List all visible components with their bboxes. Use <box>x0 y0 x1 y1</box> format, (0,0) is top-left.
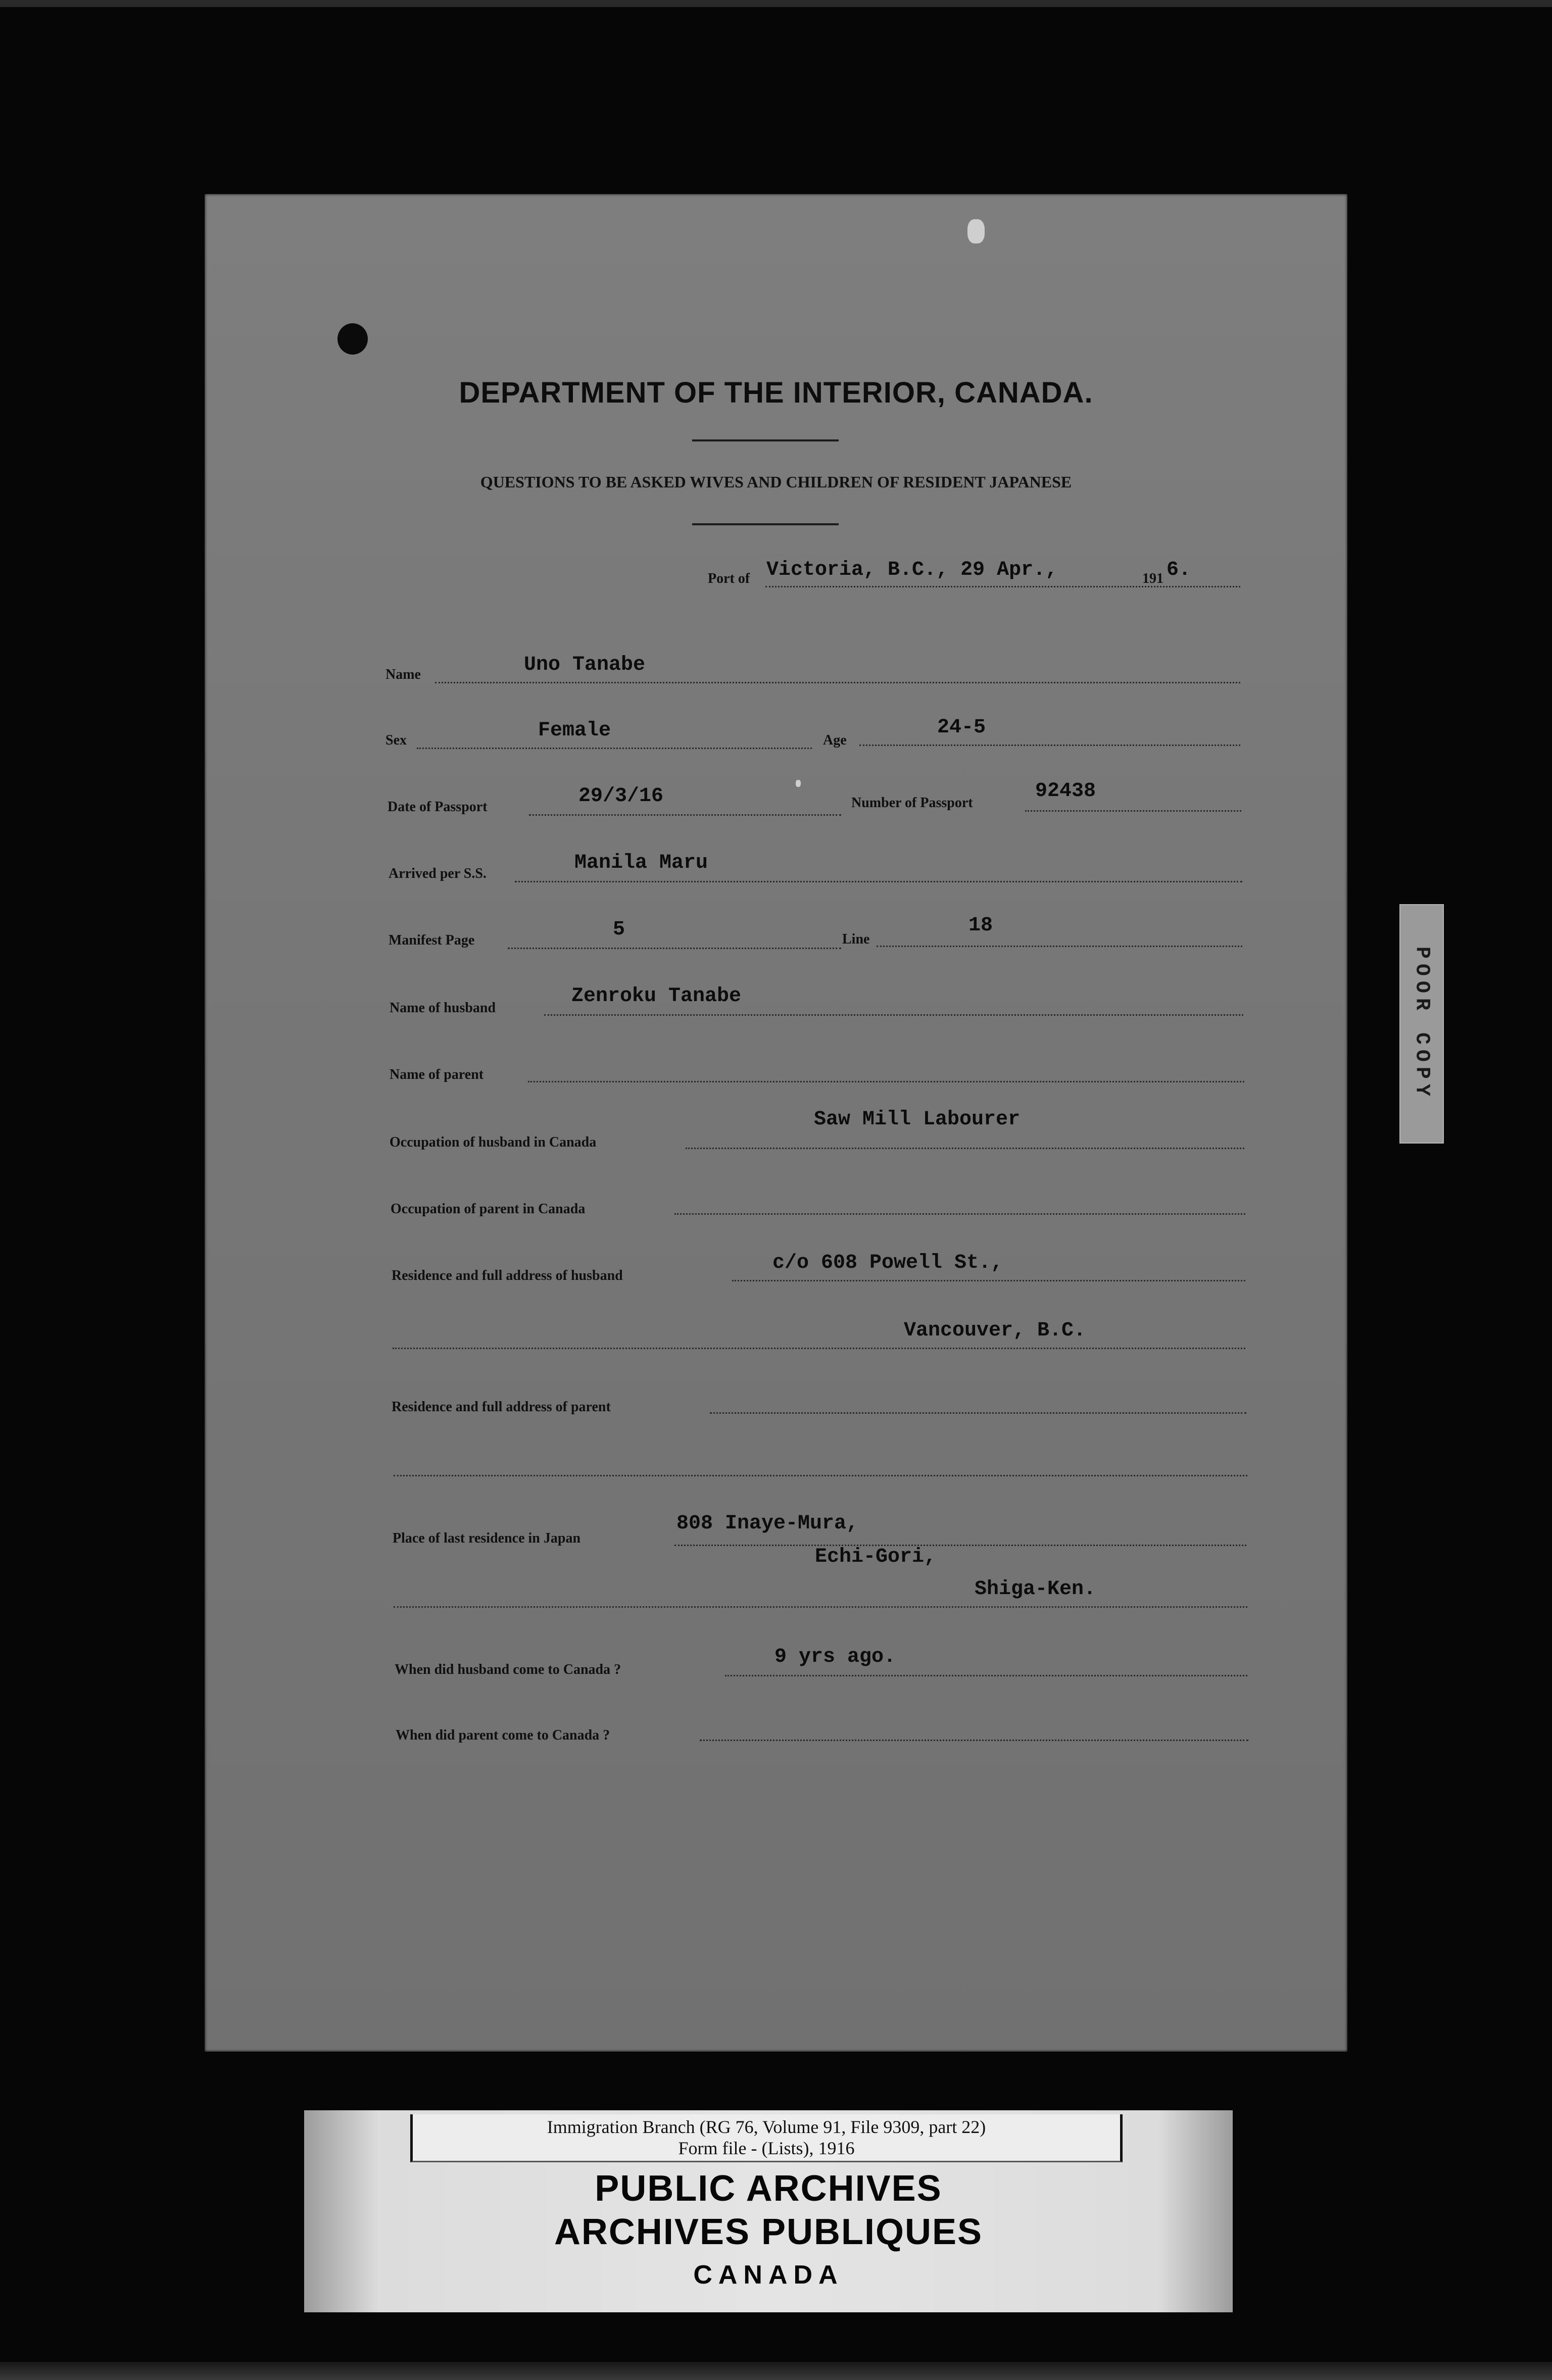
last-residence-japan-label: Place of last residence in Japan <box>393 1530 581 1546</box>
residence-parent-line-1 <box>710 1412 1246 1414</box>
name-label: Name <box>385 667 421 682</box>
paper-speck <box>967 219 985 243</box>
manifest-page-line <box>508 948 841 949</box>
residence-husband-value-1: c/o 608 Powell St., <box>772 1252 1003 1274</box>
parent-came-line <box>700 1740 1248 1741</box>
archive-name-french: ARCHIVES PUBLIQUES <box>554 2212 983 2252</box>
line-value: 18 <box>968 914 993 937</box>
occupation-parent-label: Occupation of parent in Canada <box>391 1201 586 1217</box>
name-of-husband-label: Name of husband <box>390 1000 496 1016</box>
residence-husband-line-1 <box>732 1280 1245 1281</box>
occupation-parent-line <box>674 1213 1245 1215</box>
archive-reference-line-2: Form file - (Lists), 1916 <box>678 2138 855 2158</box>
age-line <box>859 745 1240 746</box>
parent-came-label: When did parent come to Canada ? <box>396 1727 610 1743</box>
husband-came-label: When did husband come to Canada ? <box>395 1662 621 1677</box>
port-label: Port of <box>708 571 750 586</box>
residence-parent-line-2 <box>394 1475 1247 1476</box>
archive-reference-card <box>304 2110 1233 2312</box>
paper-speck <box>796 780 801 787</box>
date-of-passport-value: 29/3/16 <box>578 785 664 808</box>
number-of-passport-line <box>1025 810 1241 812</box>
residence-husband-label: Residence and full address of husband <box>392 1268 623 1283</box>
line-line <box>877 946 1242 947</box>
port-year-suffix: 6. <box>1167 559 1191 581</box>
occupation-husband-line <box>686 1148 1244 1149</box>
husband-came-line <box>725 1675 1247 1676</box>
name-value: Uno Tanabe <box>524 654 646 676</box>
subtitle-rule <box>692 523 839 525</box>
sex-label: Sex <box>385 732 407 748</box>
last-residence-japan-line-1 <box>674 1545 1246 1546</box>
arrived-per-ss-value: Manila Maru <box>574 852 708 874</box>
sex-line <box>417 748 812 749</box>
name-line <box>435 682 1240 683</box>
line-label: Line <box>842 931 870 947</box>
port-year-prefix: 191 <box>1142 571 1163 586</box>
age-value: 24-5 <box>937 716 986 739</box>
name-of-parent-label: Name of parent <box>390 1067 484 1082</box>
arrived-per-ss-label: Arrived per S.S. <box>389 866 487 881</box>
date-of-passport-line <box>529 814 841 816</box>
manifest-page-label: Manifest Page <box>389 932 475 948</box>
residence-husband-value-2: Vancouver, B.C. <box>904 1319 1086 1342</box>
archive-reference-box <box>410 2114 1123 2162</box>
number-of-passport-value: 92438 <box>1035 780 1096 803</box>
film-edge-top <box>0 0 1552 7</box>
date-of-passport-label: Date of Passport <box>387 799 488 815</box>
arrived-per-ss-line <box>515 881 1242 882</box>
occupation-husband-value: Saw Mill Labourer <box>814 1108 1021 1131</box>
name-of-husband-line <box>544 1014 1243 1016</box>
residence-parent-label: Residence and full address of parent <box>392 1399 611 1415</box>
last-residence-japan-value-3: Shiga-Ken. <box>975 1578 1096 1601</box>
last-residence-japan-value-2: Echi-Gori, <box>815 1546 937 1568</box>
department-title: DEPARTMENT OF THE INTERIOR, CANADA. <box>459 376 1093 409</box>
poor-copy-text: POOR COPY <box>1410 946 1433 1102</box>
number-of-passport-label: Number of Passport <box>851 795 973 811</box>
punch-hole <box>337 323 368 355</box>
occupation-husband-label: Occupation of husband in Canada <box>390 1134 597 1150</box>
poor-copy-stamp <box>1399 904 1444 1144</box>
name-of-husband-value: Zenroku Tanabe <box>571 985 742 1008</box>
age-label: Age <box>823 732 847 748</box>
residence-husband-line-2 <box>393 1348 1245 1349</box>
last-residence-japan-value-1: 808 Inaye-Mura, <box>676 1512 859 1535</box>
sex-value: Female <box>538 719 611 742</box>
port-line <box>765 586 1240 587</box>
film-edge-bottom <box>0 2362 1552 2380</box>
port-value: Victoria, B.C., 29 Apr., <box>766 559 1058 581</box>
title-rule <box>692 439 839 441</box>
form-subtitle: QUESTIONS TO BE ASKED WIVES AND CHILDREN OF RESIDENT JAPANESE <box>480 473 1072 491</box>
archive-name-english: PUBLIC ARCHIVES <box>595 2168 942 2209</box>
manifest-page-value: 5 <box>613 918 625 941</box>
name-of-parent-line <box>528 1081 1244 1082</box>
last-residence-japan-line-2 <box>394 1606 1247 1608</box>
archive-country: CANADA <box>693 2260 844 2290</box>
archive-reference-line-1: Immigration Branch (RG 76, Volume 91, File 9309, part 22) <box>547 2117 986 2137</box>
form-sheet <box>205 194 1347 2052</box>
husband-came-value: 9 yrs ago. <box>774 1646 896 1668</box>
